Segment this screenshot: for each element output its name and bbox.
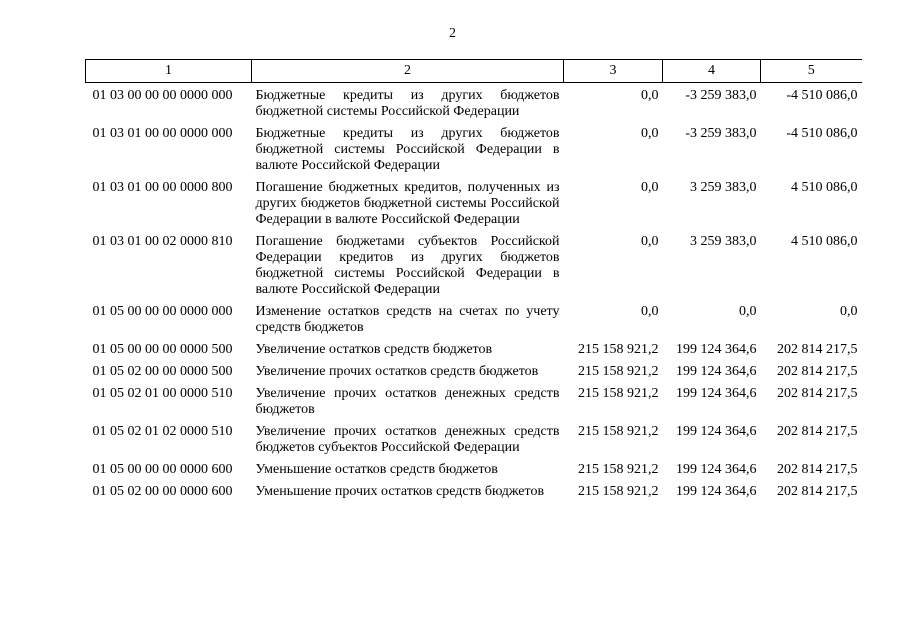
value-col-3-cell: 215 158 921,2	[578, 342, 659, 357]
table-row	[86, 386, 862, 424]
table-row	[86, 234, 862, 304]
value-col-3-cell: 0,0	[641, 234, 659, 249]
table-body	[86, 83, 862, 507]
budget-sources-table	[85, 59, 862, 506]
value-col-5-cell: -4 510 086,0	[786, 88, 858, 103]
value-col-5-cell: 4 510 086,0	[791, 234, 858, 249]
value-col-3-cell: 215 158 921,2	[578, 462, 659, 477]
table-row	[86, 180, 862, 234]
header-col-1: 1	[86, 60, 252, 83]
value-col-4-cell: 0,0	[739, 304, 757, 319]
value-col-3-cell: 215 158 921,2	[578, 484, 659, 499]
value-col-5-cell: 202 814 217,5	[777, 386, 858, 401]
budget-code-cell: 01 03 01 00 00 0000 000	[92, 126, 233, 141]
value-col-3-cell: 215 158 921,2	[578, 386, 659, 401]
value-col-5-cell: 4 510 086,0	[791, 180, 858, 195]
budget-code-cell: 01 03 00 00 00 0000 000	[92, 88, 233, 103]
budget-code-cell: 01 05 02 00 00 0000 600	[92, 484, 233, 499]
value-col-5-cell: 202 814 217,5	[777, 462, 858, 477]
budget-code-cell: 01 05 02 00 00 0000 500	[92, 364, 233, 379]
page-number: 2	[449, 26, 456, 41]
budget-code-cell: 01 05 00 00 00 0000 000	[92, 304, 233, 319]
item-name-cell: Уменьшение остатков средств бюджетов	[255, 462, 498, 477]
item-name-cell: Увеличение прочих остатков денежных средств бюджетов	[255, 386, 560, 417]
item-name-cell: Уменьшение прочих остатков средств бюджетов	[255, 484, 545, 499]
budget-code-cell: 01 05 00 00 00 0000 600	[92, 462, 233, 477]
value-col-3-cell: 215 158 921,2	[578, 364, 659, 379]
header-col-2: 2	[252, 60, 564, 83]
header-row	[86, 60, 862, 83]
item-name-cell: Увеличение прочих остатков денежных средств бюджетов субъектов Российской Федерации	[255, 424, 560, 455]
table-header	[86, 60, 862, 83]
value-col-4-cell: 3 259 383,0	[690, 234, 757, 249]
budget-code-cell: 01 05 02 01 00 0000 510	[92, 386, 233, 401]
value-col-3-cell: 0,0	[641, 88, 659, 103]
item-name-cell: Погашение бюджетами субъектов Российской Федерации кредитов из других бюджетов бюджетной системы Российской Федерации в валюте Российской Федерации	[255, 234, 560, 297]
budget-code-cell: 01 03 01 00 02 0000 810	[92, 234, 233, 249]
header-col-3: 3	[564, 60, 663, 83]
value-col-5-cell: 202 814 217,5	[777, 364, 858, 379]
value-col-4-cell: 199 124 364,6	[676, 342, 757, 357]
value-col-5-cell: 202 814 217,5	[777, 424, 858, 439]
budget-code-cell: 01 05 02 01 02 0000 510	[92, 424, 233, 439]
value-col-3-cell: 0,0	[641, 304, 659, 319]
table-row	[86, 126, 862, 180]
value-col-3-cell: 215 158 921,2	[578, 424, 659, 439]
item-name-cell: Увеличение прочих остатков средств бюджетов	[255, 364, 539, 379]
value-col-4-cell: 199 124 364,6	[676, 462, 757, 477]
item-name-cell: Увеличение остатков средств бюджетов	[255, 342, 493, 357]
value-col-4-cell: 199 124 364,6	[676, 424, 757, 439]
item-name-cell: Бюджетные кредиты из других бюджетов бюджетной системы Российской Федерации	[255, 88, 560, 119]
value-col-4-cell: -3 259 383,0	[685, 126, 757, 141]
table-row	[86, 462, 862, 484]
value-col-3-cell: 0,0	[641, 180, 659, 195]
value-col-4-cell: -3 259 383,0	[685, 88, 757, 103]
item-name-cell: Погашение бюджетных кредитов, полученных из других бюджетов бюджетной системы Российской Федерации в валюте Российской Федерации	[255, 180, 560, 227]
table-row	[86, 342, 862, 364]
table-row	[86, 83, 862, 127]
value-col-5-cell: 202 814 217,5	[777, 484, 858, 499]
budget-code-cell: 01 05 00 00 00 0000 500	[92, 342, 233, 357]
value-col-5-cell: 0,0	[840, 304, 858, 319]
value-col-4-cell: 199 124 364,6	[676, 484, 757, 499]
item-name-cell: Бюджетные кредиты из других бюджетов бюджетной системы Российской Федерации в валюте Российской Федерации	[255, 126, 560, 173]
table-row	[86, 364, 862, 386]
value-col-5-cell: -4 510 086,0	[786, 126, 858, 141]
value-col-5-cell: 202 814 217,5	[777, 342, 858, 357]
table-row	[86, 424, 862, 462]
budget-code-cell: 01 03 01 00 00 0000 800	[92, 180, 233, 195]
item-name-cell: Изменение остатков средств на счетах по учету средств бюджетов	[255, 304, 560, 335]
header-col-5: 5	[761, 60, 862, 83]
table-row	[86, 304, 862, 342]
value-col-4-cell: 199 124 364,6	[676, 386, 757, 401]
value-col-4-cell: 199 124 364,6	[676, 364, 757, 379]
header-col-4: 4	[663, 60, 761, 83]
value-col-4-cell: 3 259 383,0	[690, 180, 757, 195]
table-row	[86, 484, 862, 506]
value-col-3-cell: 0,0	[641, 126, 659, 141]
